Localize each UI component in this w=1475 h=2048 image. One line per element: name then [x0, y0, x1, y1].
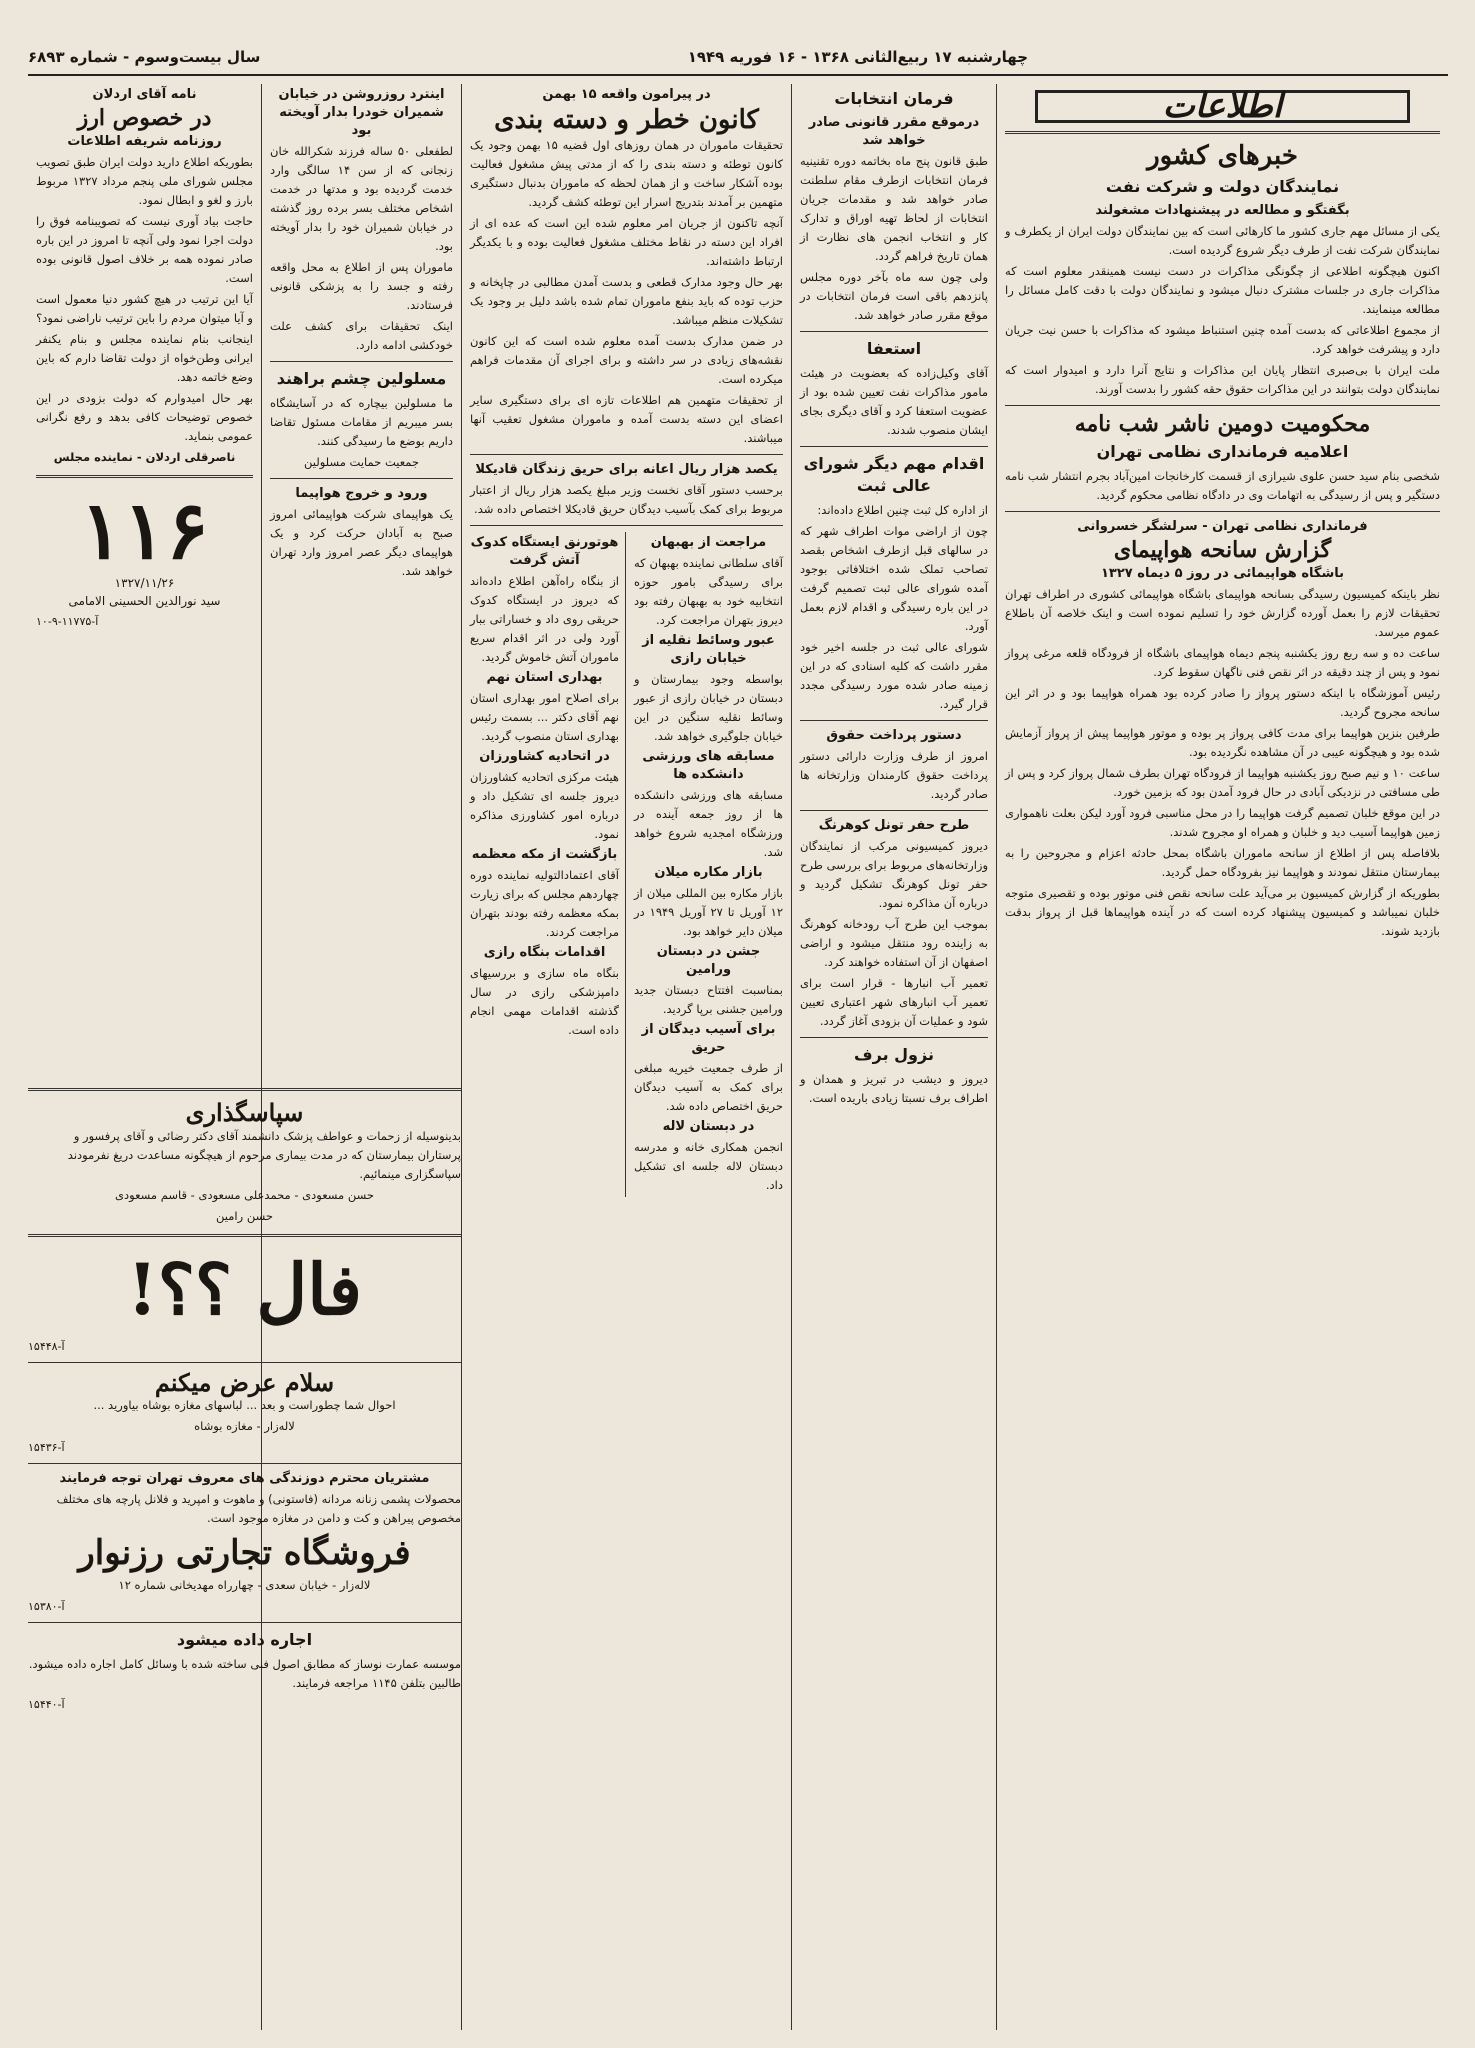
paragraph: تحقیقات ماموران در همان روزهای اول قضیه ۱۵ بهمن وجود یک کانون توطئه و دسته بندی را که از مدتی پیش مشغول فعالیت بوده آشکار ساخت و از همان لحظه که ماموران بدنبال دستگیری متهمین بر آمدند بتدریج اسرار این توطئه کشف گردید. [470, 137, 783, 209]
paragraph: از بنگاه راه‌آهن اطلاع داده‌اند که دیروز در ایستگاه کدوک حریقی روی داد و خساراتی ببار آورد ولی در اثر اقدام سریع ماموران آتش خاموش گردید. [470, 573, 619, 664]
headline-military-gov: فرمانداری نظامی تهران - سرلشگر خسروانی [1077, 519, 1368, 535]
paragraph: اینجانب بنام نماینده مجلس و بنام یکنفر ایرانی وطن‌خواه از دولت تقاضا دارم که باین وضع خاتمه دهد. [36, 332, 253, 385]
paragraph: اکنون هیچگونه اطلاعی از چگونگی مذاکرات در دست نیست همینقدر معلوم است که مذاکرات جاری در جلسات مشترک دنبال میشود و نمایندگان دولت با دقت کامل مسائل را مطالعه مینمایند. [1005, 263, 1440, 316]
headline-sports: مسابقه های ورزشی دانشکده ها [642, 748, 775, 782]
headline-milan-fair: بازار مکاره میلان [654, 864, 763, 880]
headline-thanks: سپاسگذاری [185, 1098, 304, 1127]
paragraph: بلافاصله پس از اطلاع از سانحه ماموران باشگاه بمحل حادثه اعزام و مجروحین را به بیمارستان منتقل نمودند و هواپیما نیز بفرودگاه حمل گردید. [1005, 846, 1440, 880]
ad-tailors: مشتریان محترم دوزندگی های معروف تهران توجه فرمایند [59, 1471, 430, 1487]
paragraph: بمناسبت افتتاح دبستان جدید ورامین جشنی برپا گردید. [634, 982, 783, 1016]
paragraph: از تحقیقات متهمین هم اطلاعات تازه ای برای دستگیری سایر اعضای این دسته بدست آمده و ماموران مشغول تعقیب آنها میباشند. [470, 392, 783, 445]
paragraph: لطفعلی ۵۰ ساله فرزند شکرالله خان زنجانی که از سن ۱۴ سالگی وارد خدمت گردیده بود و مدتها در خدمت اشخاص مختلف بسر برده روز گذشته در خیابان شمیران خود را بدار آویخته بود. [270, 144, 453, 253]
paragraph: اینک تحقیقات برای کشف علت خودکشی ادامه دارد. [270, 319, 453, 352]
headline-kuhrang-tunnel: طرح حفر تونل کوهرنگ [818, 818, 970, 833]
ads-block [28, 1080, 461, 2030]
paragraph: محصولات پشمی زنانه مردانه (فاستونی) و ماهوت و امپرید و فلانل پارچه های مختلف مخصوص پیراهن و کت و دامن در مغازه موجود است. [56, 1492, 461, 1526]
paragraph: از طرف جمعیت خیریه مبلغی برای کمک به آسیب دیدگان حریق اختصاص داده شد. [634, 1060, 783, 1113]
paragraph: از اداره کل ثبت چنین اطلاع داده‌اند: [817, 503, 988, 517]
paragraph: بموجب این طرح آب رودخانه کوهرنگ به زاینده رود منتقل میشود و اراضی اصفهان از آن استفاده خواهند کرد. [800, 917, 988, 969]
issue-number: سال بیست‌وسوم - شماره ۶۸۹۳ [28, 48, 261, 66]
subhead-oil-2: بگفتگو و مطالعه در پیشنهادات مشغولند [1095, 202, 1350, 218]
headline-razi-street: عبور وسائط نقلیه از خیابان رازی [642, 632, 775, 666]
headline-varamin: جشن در دبستان ورامین [656, 943, 761, 977]
headline-flights: ورود و خروج هواپیما [295, 486, 428, 501]
column-elections [791, 84, 996, 2030]
paragraph: آقای سلطانی نماینده بهبهان که برای رسیدگی بامور حوزه انتخابیه خود به بهبهان رفته بود دیروز بتهران مراجعت کرد. [634, 555, 783, 627]
paragraph: بطوریکه اطلاع دارید دولت ایران طبق تصویب مجلس شورای ملی پنجم مرداد ۱۳۲۷ مربوط بارز و لغو و ابطال نمود. [36, 155, 253, 208]
headline-conviction: محکومیت دومین ناشر شب نامه [1074, 410, 1371, 437]
column-ardalan-letter [28, 84, 261, 1072]
headline-fire-aid: یکصد هزار ریال اعانه برای حریق زندگان قادیکلا [475, 461, 778, 477]
headline-country-news: خبرهای کشور [1147, 141, 1298, 171]
ad-shop-name: فروشگاه تجارتی رزنوار [78, 1533, 411, 1574]
paragraph: یکی از مسائل مهم جاری کشور ما کارهائی است که بین نمایندگان دولت ایران از یکطرف و نمایندگان شرکت نفت از طرف دیگر شروع گردیده است. [1005, 223, 1440, 257]
column-conspiracy [461, 84, 791, 2030]
paragraph: بنگاه ماه سازی و بررسیهای دامپزشکی رازی در سال گذشته اقدامات مهمی انجام داده است. [470, 965, 619, 1037]
paragraph: امروز از طرف وزارت دارائی دستور پرداخت حقوق کارمندان وزارتخانه ها صادر گردید. [800, 749, 988, 801]
headline-suicide: اینترد روزروشن در خیابان شمیران خودرا بدار آویخته بود [278, 87, 445, 138]
paragraph: از مجموع اطلاعاتی که بدست آمده چنین استنباط میشود که مذاکرات با حسن نیت جریان دارد و پیشرفت خواهد کرد. [1005, 322, 1440, 356]
ad-code: آ-۱۱۷۷۵-۹-۱۰ [36, 615, 99, 629]
big-number: ۱۱۶ [80, 483, 209, 578]
paragraph: در این موقع خلبان تصمیم گرفت هواپیما را در محل مناسبی فرود آورد لیکن بعلت ناهمواری زمین هواپیما آسیب دید و خلبان و همراه او مجروح شدند. [1005, 806, 1440, 840]
paragraph: آیا این ترتیب در هیچ کشور دنیا معمول است و آیا میتوان مردم را باین ترتیب ناراضی نمود؟ [36, 292, 253, 326]
paragraph: آقای اعتمادالتولیه نماینده دوره چهاردهم مجلس که برای زیارت بمکه معظمه رفته بودند بتهران مراجعت کردند. [469, 867, 619, 939]
headline-conspiracy: کانون خطر و دسته بندی [494, 105, 759, 135]
subhead-martial-law: اعلامیه فرمانداری نظامی تهران [1096, 442, 1349, 462]
paragraph: بهر حال وجود مدارک قطعی و بدست آمدن مطالبی در چاپخانه و حزب توده که باید بنفع ماموران تمام شده باشد دلیل بر وجود یک تشکیلات منظم میباشد. [470, 274, 783, 327]
stamp-date: ۱۳۲۷/۱۱/۲۶ [114, 576, 175, 591]
paragraph: بواسطه وجود بیمارستان و دبستان در خیابان رازی از عبور وسائط نقلیه سنگین در این خیابان جلوگیری خواهد شد. [634, 671, 783, 743]
paragraph: ملت ایران با بی‌صبری انتظار پایان این مذاکرات و نتایج آنرا دارد و امیدوار است که نمایندگان دولت بتوانند در این مذاکرات حقوق حقه کشور را بدست آورند. [1005, 362, 1440, 396]
stamp-name: سید نورالدین الحسینی الامامی [68, 594, 221, 609]
paragraph: حاجت بیاد آوری نیست که تصویبنامه فوق را دولت اجرا نمود ولی آنچه تا امروز در این باره صادر نموده همه بر خلاف اصول قانونی بوده است. [36, 214, 253, 286]
letter-salutation: روزنامه شریفه اطلاعات [67, 134, 222, 150]
paragraph: بطوریکه از گزارش کمیسیون بر می‌آید علت سانحه نقص فنی موتور بوده و تقصیری متوجه خلبان نمیباشد و کمیسیون پیشنهاد کرده است که در آینده هواپیماها قبل از پرواز بدقت بازدید شوند. [1005, 886, 1440, 939]
paragraph: رئیس آموزشگاه با اینکه دستور پرواز را صادر کرده بود همراه هواپیما بود و در اثر این سانحه مجروح گردید. [1005, 686, 1440, 720]
ad-fal: فال ؟؟! [126, 1247, 363, 1331]
headline-salary-payment: دستور پرداخت حقوق [826, 728, 962, 743]
paragraph: آقای وکیل‌زاده که بعضویت در هیئت مامور مذاکرات نفت تعیین شده بود از عضویت استعفا کرد و آقای دیگری بجای ایشان منصوب شدند. [800, 366, 988, 437]
subhead-plane-crash: باشگاه هواپیمائی در روز ۵ دیماه ۱۳۲۷ [1101, 566, 1344, 582]
paragraph: طرفین بنزین هواپیما برای مدت کافی پرواز پر بوده و موتور هواپیما پیش از پرواز آزمایش شده بود و هیچگونه عیبی در آن مشاهده نگردیده بود. [1005, 726, 1440, 760]
paragraph: برای اصلاح امور بهداری استان نهم آقای دکتر ... بسمت رئیس بهداری استان منصوب گردید. [470, 690, 619, 743]
paragraph: انجمن همکاری خانه و مدرسه دبستان لاله جلسه ای تشکیل داد. [634, 1139, 783, 1192]
headline-registration-council: اقدام مهم دیگر شورای عالی ثبت [803, 454, 985, 495]
ad-code: آ-۱۵۴۴۸ [28, 1339, 65, 1353]
headline-ardalan: نامه آقای اردلان [92, 87, 197, 102]
ad-rent: اجاره داده میشود [176, 1630, 313, 1650]
paragraph: مسابقه های ورزشی دانشکده ها از روز جمعه آینده در ورزشگاه امجدیه شروع خواهد شد. [634, 787, 783, 859]
paragraph: دیروز و دیشب در تبریز و همدان و اطراف برف نسبتا زیادی باریده است. [800, 1072, 988, 1105]
subhead-oil: نمایندگان دولت و شرکت نفت [1105, 176, 1340, 196]
paragraph: چون از اراضی موات اطراف شهر که در سالهای قبل ازطرف اشخاص بقصد تصاحب تملک شده اختلافاتی بوجود آمده شورای عالی ثبت تصمیم گرفت در این باره رسیدگی و اقدام لازم بعمل آورد. [800, 524, 988, 633]
paragraph: نظر باینکه کمیسیون رسیدگی بسانحه هواپیمای باشگاه هواپیمائی کشوری در اطراف تهران تحقیقات لازم را بعمل آورده گزارش خود را تسلیم نموده است و اینک خلاصه آن باطلاع عموم میرسد. [1005, 587, 1440, 640]
headline-mecca-return: بازگشت از مکه معظمه [471, 846, 618, 862]
headline-laleh-school: در دبستان لاله [662, 1118, 755, 1134]
issue-date: چهارشنبه ۱۷ ربیع‌الثانی ۱۳۶۸ - ۱۶ فوریه ۱۹۴۹ [687, 48, 1028, 66]
signature: ناصرقلی اردلان - نماینده مجلس [53, 450, 236, 465]
headline-fire-victims: برای آسیب دیدگان از حریق [641, 1021, 776, 1055]
paragraph: بازار مکاره بین المللی میلان از ۱۲ آوریل تا ۲۷ آوریل ۱۹۴۹ در میلان دایر خواهد بود. [634, 885, 783, 938]
paragraph: طبق قانون پنج ماه بخاتمه دوره تقنینیه فرمان انتخابات ازطرف مقام سلطنت صادر خواهد شد و مقدمات جریان انتخابات از لحاظ تهیه اوراق و تدارک کار و انتخاب انجمن های نظارت از همان تاریخ فراهم گردد. [800, 154, 988, 263]
ad-code: آ-۱۵۴۳۶ [28, 1441, 65, 1455]
headline-patients: مسلولین چشم براهند [276, 369, 447, 388]
headline-kaduk-station: هوتورنق ایستگاه کدوک آتش گرفت [470, 534, 619, 568]
paragraph: دیروز کمیسیونی مرکب از نمایندگان وزارتخانه‌های مربوط برای بررسی طرح حفر تونل کوهرنگ تشکیل گردید و درباره آن مذاکره نمود. [800, 839, 988, 910]
paragraph: لاله‌زار - مغازه بوشاه [194, 1419, 295, 1434]
paragraph: برحسب دستور آقای نخست وزیر مبلغ یکصد هزار ریال از اعتبار مربوط برای کمک بآسیب دیدگان حریق قادیکلا اختصاص داده شد. [470, 482, 783, 516]
headline-razi-institute: اقدامات بنگاه رازی [483, 944, 606, 960]
ad-code: آ-۱۵۴۴۰ [28, 1698, 65, 1712]
column-main-news [996, 84, 1448, 2030]
masthead [28, 40, 1448, 76]
paragraph: در ضمن مدارک بدست آمده معلوم شده است که این کانون نقشه‌های زیادی در سر داشته و برای اجرای آن مقدمات فراهم میکرده است. [470, 333, 783, 386]
subhead-election-decree: درموقع مقرر قانونی صادر خواهد شد [808, 115, 980, 148]
headline-farmers-union: در اتحادیه کشاورزان [479, 748, 610, 764]
paragraph: ساعت ۱۰ و نیم صبح روز یکشنبه هواپیما از فرودگاه تهران بطرف شمال پرواز کرد و پس از طی مسافتی در نزدیکی آبادی در حال فرود آمدن بود که بزمین خورد. [1005, 766, 1440, 800]
headline-snowfall: نزول برف [854, 1045, 934, 1064]
paragraph: شورای عالی ثبت در جلسه اخیر خود مقرر داشت که کلیه اسنادی که در این زمینه صادر شده مورد رسیدگی مجدد قرار گیرد. [800, 640, 988, 711]
pre-headline: در پیرامون واقعه ۱۵ بهمن [542, 87, 711, 102]
headline-plane-crash: گزارش سانحه هواپیمای [1113, 537, 1332, 564]
paragraph: تعمیر آب انبارها - قرار است برای تعمیر آب انبارهای شهر اعتباری تعیین شود و عملیات آن بزودی آغاز گردد. [800, 976, 988, 1028]
headline-currency: در خصوص ارز [77, 105, 212, 131]
paragraph: آنچه تاکنون از جریان امر معلوم شده این است که عده ای از افراد این دسته در نقاط مختلف مشغول فعالیت بوده و با یکدیگر ارتباط داشته‌اند. [470, 215, 783, 268]
paragraph: شخصی بنام سید حسن علوی شیرازی از قسمت کارخانجات امین‌آباد بجرم انتشار شب نامه دستگیر و پس از رسیدگی به اتهامات وی در دادگاه نظامی محکوم گردید. [1005, 469, 1440, 503]
paragraph: ما مسلولین بیچاره که در آسایشگاه بسر میبریم از مقامات مسئول تقاضا داریم بوضع ما رسیدگی کنند. [270, 396, 453, 448]
ad-shop-address: لاله‌زار - خیابان سعدی - چهارراه مهدیخانی شماره ۱۲ [118, 1578, 371, 1593]
paragraph: بدینوسیله از زحمات و عواطف پزشک دانشمند آقای دکتر رضائی و آقای پرفسور و پرستاران بیمارستان که در مدت بیماری مرحوم از هیچگونه مساعدت دریغ نفرمودند سپاسگزاری مینمائیم. [67, 1128, 461, 1181]
paragraph: ولی چون سه ماه بآخر دوره مجلس پانزدهم باقی است فرمان انتخابات در موقع مقرر صادر خواهد شد. [800, 270, 988, 322]
newspaper-page [28, 40, 1448, 2030]
newspaper-logo: اطلاعات [1035, 90, 1410, 123]
headline-health-province: بهداری استان نهم [486, 669, 603, 685]
headline-election-decree: فرمان انتخابات [834, 89, 954, 108]
paragraph: ساعت ده و سه ربع روز یکشنبه پنجم دیماه هواپیمای باشگاه از فرودگاه قلعه مرغی پرواز نمود و پس از چند دقیقه در اثر نقص فنی ناگهان سقوط کرد. [1005, 646, 1440, 680]
signature: حسن رامین [216, 1208, 273, 1223]
ad-salam: سلام عرض میکنم [154, 1367, 335, 1397]
signature: حسن مسعودی - محمدعلی مسعودی - قاسم مسعودی [115, 1187, 374, 1202]
paragraph: بهر حال امیدوارم که دولت بزودی در این خصوص توضیحات کافی بدهد و رفع نگرانی عمومی بنماید. [36, 391, 253, 444]
paragraph: یک هواپیمای شرکت هواپیمائی امروز صبح به آبادان حرکت کرد و یک هواپیمای دیگر عصر امروز وارد تهران خواهد شد. [270, 507, 453, 578]
headline-resignation: استعفا [866, 339, 922, 358]
paragraph: موسسه عمارت نوساز که مطابق اصول فنی ساخته شده با وسائل کامل اجاره داده میشود. طالبین بتلفن ۱۱۴۵ مراجعه فرمایند. [28, 1657, 461, 1691]
ad-code: آ-۱۵۳۸۰ [28, 1600, 65, 1614]
signature: جمعیت حمایت مسلولین [303, 455, 420, 469]
paragraph: احوال شما چطوراست و بعد ... لباسهای مغازه بوشاه بیاورید ... [93, 1398, 396, 1413]
paragraph: هیئت مرکزی اتحادیه کشاورزان دیروز جلسه ای تشکیل داد و درباره امور کشاورزی مذاکره نمود. [470, 769, 619, 841]
headline-behbahan: مراجعت از بهبهان [650, 534, 767, 550]
paragraph: ماموران پس از اطلاع به محل واقعه رفته و جسد را به پزشکی قانونی فرستادند. [270, 260, 453, 312]
